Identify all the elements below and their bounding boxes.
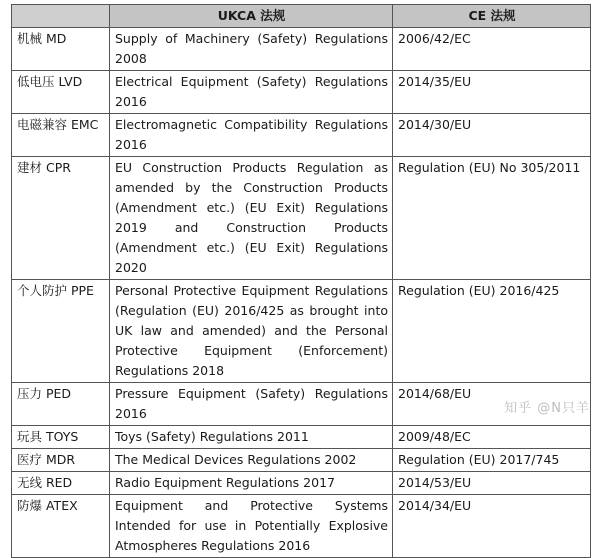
ukca-cell: Equipment and Protective Systems Intended for use in Potentially Explosive Atmospheres Regulations 2016 xyxy=(110,495,393,558)
category-cell: 防爆 ATEX xyxy=(12,495,110,558)
ukca-cell: The Medical Devices Regulations 2002 xyxy=(110,449,393,472)
ce-cell: Regulation (EU) 2016/425 xyxy=(393,280,591,383)
ce-cell: 2014/30/EU xyxy=(393,114,591,157)
category-cell: 医疗 MDR xyxy=(12,449,110,472)
ukca-cell: Pressure Equipment (Safety) Regulations 2016 xyxy=(110,383,393,426)
table-row xyxy=(12,157,591,280)
ukca-cell: EU Construction Products Regulation as amended by the Construction Products (Amendment etc.) (EU Exit) Regulations 2019 and Construction Products (Amendment etc.) (EU Exit) Regulations 2020 xyxy=(110,157,393,280)
category-cell: 压力 PED xyxy=(12,383,110,426)
ce-cell: 2014/34/EU xyxy=(393,495,591,558)
regulations-table xyxy=(11,4,591,558)
table-row xyxy=(12,71,591,114)
ce-cell: 2006/42/EC xyxy=(393,28,591,71)
category-cell: 低电压 LVD xyxy=(12,71,110,114)
table-row xyxy=(12,280,591,383)
table-row xyxy=(12,472,591,495)
ce-cell: 2014/35/EU xyxy=(393,71,591,114)
table-row xyxy=(12,114,591,157)
table-row xyxy=(12,426,591,449)
table-row xyxy=(12,28,591,71)
category-cell: 机械 MD xyxy=(12,28,110,71)
table-row xyxy=(12,495,591,558)
ukca-cell: Radio Equipment Regulations 2017 xyxy=(110,472,393,495)
ukca-cell: Toys (Safety) Regulations 2011 xyxy=(110,426,393,449)
ukca-cell: Personal Protective Equipment Regulations (Regulation (EU) 2016/425 as brought into UK law and amended) and the Personal Protective Equipment (Enforcement) Regulations 2018 xyxy=(110,280,393,383)
header-category xyxy=(12,5,110,28)
header-ukca: UKCA 法规 xyxy=(110,5,393,28)
category-cell: 玩具 TOYS xyxy=(12,426,110,449)
ce-cell: Regulation (EU) No 305/2011 xyxy=(393,157,591,280)
ce-cell: Regulation (EU) 2017/745 xyxy=(393,449,591,472)
ukca-cell: Supply of Machinery (Safety) Regulations 2008 xyxy=(110,28,393,71)
header-row xyxy=(12,5,591,28)
category-cell: 建材 CPR xyxy=(12,157,110,280)
ce-cell: 2014/53/EU xyxy=(393,472,591,495)
ukca-cell: Electrical Equipment (Safety) Regulations 2016 xyxy=(110,71,393,114)
ukca-cell: Electromagnetic Compatibility Regulations 2016 xyxy=(110,114,393,157)
category-cell: 无线 RED xyxy=(12,472,110,495)
category-cell: 电磁兼容 EMC xyxy=(12,114,110,157)
watermark: 知乎 @N只羊 xyxy=(504,401,590,416)
ce-cell: 2014/68/EU xyxy=(393,383,591,426)
table-row xyxy=(12,449,591,472)
ce-cell: 2009/48/EC xyxy=(393,426,591,449)
header-ce: CE 法规 xyxy=(393,5,591,28)
category-cell: 个人防护 PPE xyxy=(12,280,110,383)
